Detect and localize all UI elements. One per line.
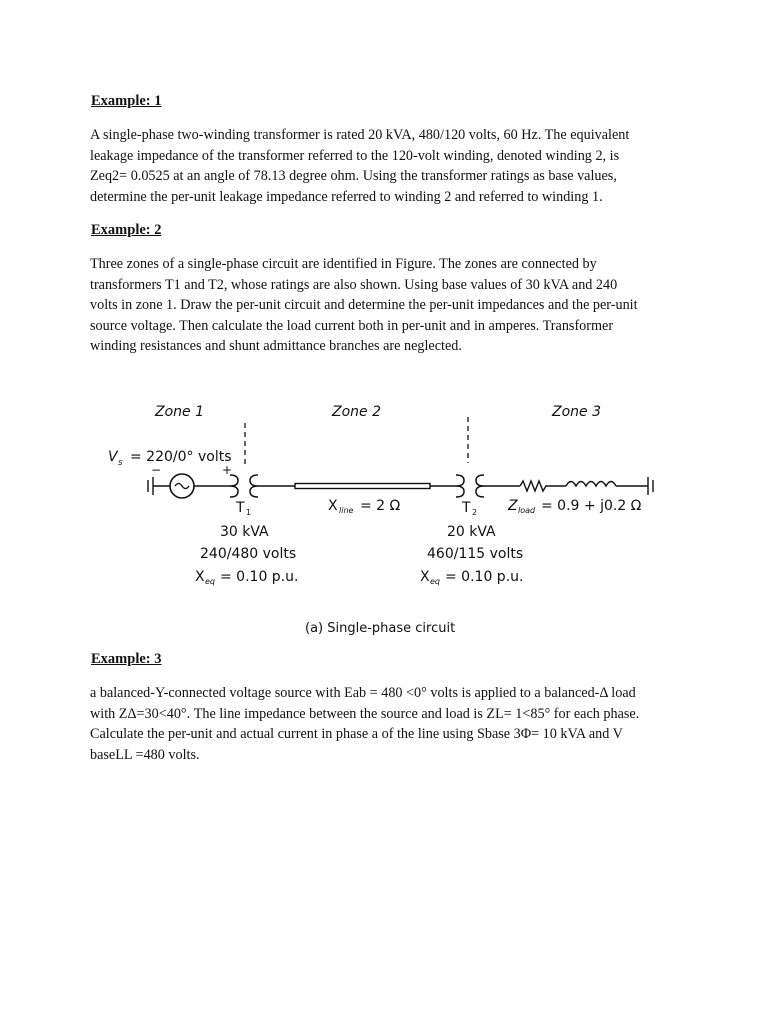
text-line: baseLL =480 volts. bbox=[90, 746, 200, 763]
t1-reactance bbox=[195, 569, 298, 586]
t1-label bbox=[235, 500, 251, 517]
text-line: Zeq2= 0.0525 at an angle of 78.13 degree ohm. Using the transformer ratings as base values, bbox=[90, 168, 617, 184]
text-line: determine the per-unit leakage impedance referred to winding 2 and referred to winding 1. bbox=[90, 188, 603, 205]
ground-right-icon bbox=[648, 477, 653, 495]
svg-text:line: line bbox=[339, 506, 354, 515]
svg-text:X: X bbox=[420, 569, 430, 585]
example-1-paragraph bbox=[90, 125, 690, 207]
zone-2-label: Zone 2 bbox=[332, 404, 381, 420]
zone-3-label: Zone 3 bbox=[552, 404, 601, 420]
ac-source-icon bbox=[170, 474, 194, 498]
svg-text:= 220/0° volts: = 220/0° volts bbox=[130, 449, 232, 465]
text-line: A single-phase two-winding transformer is rated 20 kVA, 480/120 volts, 60 Hz. The equivalent bbox=[90, 127, 630, 143]
t2-voltage: 460/115 volts bbox=[427, 546, 524, 562]
example-2-paragraph bbox=[90, 254, 690, 357]
text-line: leakage impedance of the transformer referred to the 120-volt winding, denoted winding 2, is bbox=[90, 147, 620, 164]
text-line: source voltage. Then calculate the load current both in per-unit and in amperes. Transformer bbox=[90, 317, 614, 334]
svg-text:= 0.10 p.u.: = 0.10 p.u. bbox=[445, 569, 524, 585]
t2-label bbox=[461, 500, 477, 517]
text-line: a balanced-Y-connected voltage source with Eab = 480 <0° volts is applied to a balanced-Δ load bbox=[90, 685, 636, 701]
t1-voltage: 240/480 volts bbox=[200, 546, 297, 562]
text-line: with ZΔ=30<40°. The line impedance between the source and load is ZL= 1<85° for each phase. bbox=[90, 705, 640, 722]
example-3-paragraph bbox=[90, 683, 690, 765]
minus-sign: − bbox=[151, 463, 162, 477]
svg-text:Z: Z bbox=[508, 498, 518, 514]
t1-rating: 30 kVA bbox=[220, 524, 269, 540]
transmission-line-icon bbox=[295, 484, 430, 489]
text-line: Calculate the per-unit and actual current in phase a of the line using Sbase 3Φ= 10 kVA and V bbox=[90, 726, 623, 742]
ground-left-icon bbox=[148, 477, 170, 495]
svg-text:T: T bbox=[236, 500, 245, 516]
line-reactance-label bbox=[328, 498, 401, 515]
svg-text:1: 1 bbox=[246, 508, 252, 517]
svg-text:T: T bbox=[462, 500, 471, 516]
svg-text:s: s bbox=[118, 458, 123, 468]
example-2-heading: Example: 2 bbox=[91, 222, 162, 238]
plus-sign: + bbox=[222, 463, 233, 477]
figure-caption: (a) Single-phase circuit bbox=[305, 621, 456, 636]
t2-rating: 20 kVA bbox=[447, 524, 496, 540]
example-1-heading: Example: 1 bbox=[91, 93, 162, 109]
load-impedance-label bbox=[507, 498, 642, 515]
t2-reactance bbox=[420, 569, 523, 586]
text-line: transformers T1 and T2, whose ratings are also shown. Using base values of 30 kVA and 240 bbox=[90, 276, 618, 293]
svg-text:= 0.9 + j0.2 Ω: = 0.9 + j0.2 Ω bbox=[541, 498, 642, 514]
text-line: volts in zone 1. Draw the per-unit circuit and determine the per-unit impedances and the per-unit bbox=[90, 297, 638, 313]
svg-text:load: load bbox=[518, 506, 536, 515]
source-voltage-label bbox=[108, 449, 232, 468]
svg-text:= 0.10 p.u.: = 0.10 p.u. bbox=[220, 569, 299, 585]
resistor-icon bbox=[520, 481, 566, 491]
svg-text:= 2 Ω: = 2 Ω bbox=[360, 498, 401, 514]
transformer-t2-icon bbox=[456, 475, 484, 497]
svg-text:X: X bbox=[195, 569, 205, 585]
zone-1-label: Zone 1 bbox=[155, 404, 204, 420]
circuit-figure bbox=[100, 395, 680, 645]
inductor-icon bbox=[566, 482, 616, 487]
svg-text:eq: eq bbox=[430, 577, 440, 586]
transformer-t1-icon bbox=[230, 475, 258, 497]
svg-text:V: V bbox=[108, 449, 118, 465]
text-line: Three zones of a single-phase circuit are identified in Figure. The zones are connected by bbox=[90, 256, 597, 272]
svg-text:2: 2 bbox=[472, 508, 478, 517]
example-3-heading: Example: 3 bbox=[91, 651, 162, 667]
svg-text:X: X bbox=[328, 498, 338, 514]
text-line: winding resistances and shunt admittance branches are neglected. bbox=[90, 338, 462, 354]
svg-text:eq: eq bbox=[205, 577, 215, 586]
